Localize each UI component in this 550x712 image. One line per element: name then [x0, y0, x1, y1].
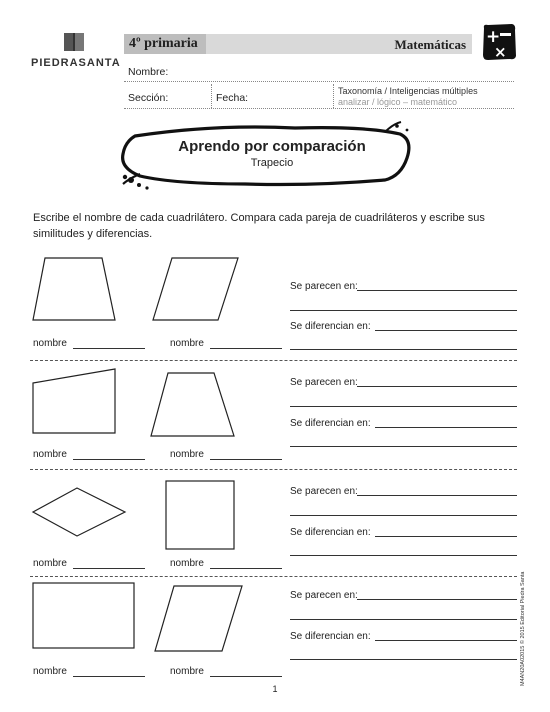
activity-title: Aprendo por comparación — [178, 138, 366, 155]
nombre-input-line[interactable] — [210, 348, 282, 349]
answer-line[interactable] — [357, 290, 517, 291]
answer-line[interactable] — [290, 310, 517, 311]
answer-line[interactable] — [375, 330, 517, 331]
nombre-label: nombre — [170, 558, 204, 569]
nombre-label: nombre — [33, 558, 67, 569]
nombre-input-line[interactable] — [210, 568, 282, 569]
fecha-label: Fecha: — [216, 92, 249, 104]
se-parecen-label: Se parecen en: — [290, 281, 358, 292]
math-operations-icon — [480, 22, 518, 62]
nombre-input-line[interactable] — [210, 459, 282, 460]
shape-row3-left — [30, 485, 130, 540]
nombre-label: nombre — [33, 449, 67, 460]
nombre-label: Nombre: — [128, 66, 169, 78]
subject-label: Matemáticas — [394, 37, 466, 52]
row-separator — [30, 576, 517, 577]
answer-line[interactable] — [290, 515, 517, 516]
se-parecen-label: Se parecen en: — [290, 590, 358, 601]
se-diferencian-label: Se diferencian en: — [290, 418, 371, 429]
shape-row4-right — [152, 583, 247, 655]
nombre-label: nombre — [170, 338, 204, 349]
nombre-input-line[interactable] — [73, 676, 145, 677]
book-logo-icon — [62, 30, 86, 54]
nombre-input-line[interactable] — [73, 568, 145, 569]
divider — [211, 84, 212, 108]
answer-line[interactable] — [290, 555, 517, 556]
seccion-label: Sección: — [128, 92, 169, 104]
se-diferencian-label: Se diferencian en: — [290, 527, 371, 538]
grade-label: 4º primaria — [129, 36, 198, 51]
shape-row1-left — [30, 255, 130, 325]
taxonomy-sub-label: analizar / lógico – matemático — [338, 97, 458, 107]
nombre-label: nombre — [170, 666, 204, 677]
shape-row2-right — [148, 370, 238, 440]
taxonomy-label: Taxonomía / Inteligencias múltiples — [338, 86, 478, 96]
answer-line[interactable] — [357, 386, 517, 387]
seccion-field[interactable] — [124, 108, 514, 109]
brand-logo: PIEDRASANTA — [31, 57, 121, 69]
side-copyright: M4AN20A02015 © 2015 Editorial Piedra Santa — [520, 571, 526, 686]
se-parecen-label: Se parecen en: — [290, 486, 358, 497]
shape-row1-right — [150, 255, 245, 325]
se-parecen-label: Se parecen en: — [290, 377, 358, 388]
answer-line[interactable] — [357, 599, 517, 600]
se-diferencian-label: Se diferencian en: — [290, 631, 371, 642]
answer-line[interactable] — [357, 495, 517, 496]
shape-row3-right — [163, 478, 238, 553]
answer-line[interactable] — [290, 446, 517, 447]
row-separator — [30, 469, 517, 470]
svg-text:×: × — [494, 43, 507, 61]
svg-text:+: + — [486, 27, 501, 47]
answer-line[interactable] — [290, 349, 517, 350]
answer-line[interactable] — [375, 427, 517, 428]
nombre-input-line[interactable] — [73, 459, 145, 460]
answer-line[interactable] — [290, 619, 517, 620]
se-diferencian-label: Se diferencian en: — [290, 321, 371, 332]
instructions: Escribe el nombre de cada cuadrilátero. Compara cada pareja de cuadriláteros y escribe sus similitudes y diferencias. — [33, 212, 485, 240]
answer-line[interactable] — [375, 536, 517, 537]
row-separator — [30, 360, 517, 361]
nombre-label: nombre — [170, 449, 204, 460]
page-number: 1 — [272, 684, 278, 694]
nombre-label: nombre — [33, 666, 67, 677]
nombre-field[interactable] — [124, 81, 514, 82]
activity-subtitle: Trapecio — [250, 157, 294, 169]
divider — [333, 84, 334, 108]
shape-row4-left — [30, 580, 140, 652]
answer-line[interactable] — [290, 406, 517, 407]
nombre-input-line[interactable] — [210, 676, 282, 677]
answer-line[interactable] — [290, 659, 517, 660]
nombre-label: nombre — [33, 338, 67, 349]
answer-line[interactable] — [375, 640, 517, 641]
shape-row2-left — [30, 365, 120, 437]
nombre-input-line[interactable] — [73, 348, 145, 349]
